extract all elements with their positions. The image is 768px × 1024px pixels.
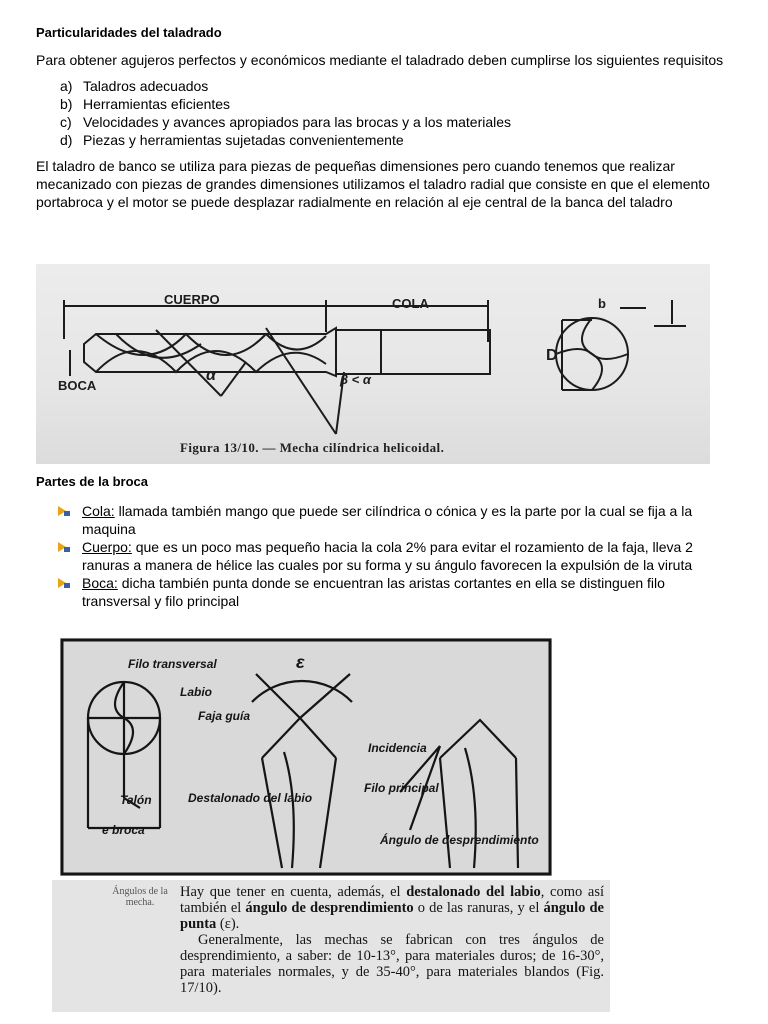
list-item bbox=[60, 131, 728, 149]
requirements-list bbox=[36, 77, 728, 149]
list-item bbox=[56, 538, 732, 574]
label-angulo-desprendimiento: Ángulo de desprendimiento bbox=[380, 833, 539, 847]
figure1-caption: Figura 13/10. — Mecha cilíndrica helicoidal. bbox=[180, 440, 445, 455]
label-beta: β < α bbox=[340, 372, 371, 387]
term-cuerpo: Cuerpo: bbox=[82, 539, 132, 555]
figure-drill-bit bbox=[36, 264, 710, 464]
scan-text-1: Hay que tener en cuenta, además, el bbox=[180, 884, 407, 900]
bullet-icon bbox=[58, 542, 70, 552]
drill-bit-drawing bbox=[36, 264, 710, 464]
list-marker: a) bbox=[60, 78, 73, 94]
term-boca: Boca: bbox=[82, 575, 118, 591]
label-d: D bbox=[546, 347, 558, 364]
list-item bbox=[60, 95, 728, 113]
definition-cola: llamada también mango que puede ser cilíndrica o cónica y es la parte por la cual se fija a la maquina bbox=[82, 503, 693, 537]
figure-drill-tip bbox=[60, 638, 552, 876]
scan-term-desprendimiento: ángulo de desprendimiento bbox=[245, 900, 414, 916]
drill-tip-drawing bbox=[60, 638, 552, 876]
scan-term-destalonado: destalonado del labio bbox=[406, 884, 541, 900]
list-item-text: Piezas y herramientas sujetadas convenientemente bbox=[83, 132, 404, 148]
bullet-icon bbox=[58, 506, 70, 516]
intro-paragraph: Para obtener agujeros perfectos y económicos mediante el taladrado deben cumplirse los siguientes requisitos bbox=[36, 52, 724, 68]
label-boca: BOCA bbox=[58, 378, 97, 393]
list-item-text: Herramientas eficientes bbox=[83, 96, 231, 112]
scan-text-3: o de las ranuras, y el bbox=[413, 900, 544, 916]
list-marker: b) bbox=[60, 96, 73, 112]
label-destalonado: Destalonado del labio bbox=[188, 791, 313, 805]
label-filo-principal: Filo principal bbox=[364, 781, 439, 795]
list-item bbox=[56, 574, 732, 610]
label-alpha: α bbox=[206, 367, 216, 384]
list-item bbox=[60, 77, 728, 95]
scan-text-4: (ε). bbox=[216, 916, 240, 932]
radial-drill-paragraph: El taladro de banco se utiliza para piezas de pequeñas dimensiones pero cuando tenemos que realizar mecanizado con piezas de grandes dimensiones utilizamos el taladro radial que consiste en que el elemento portabroca y el motor se puede desplazar radialmente en relación al eje central de la banca del taladro bbox=[36, 158, 710, 210]
label-epsilon: ε bbox=[296, 652, 305, 672]
list-item bbox=[60, 113, 728, 131]
text-block-top bbox=[36, 24, 728, 211]
definition-boca: dicha también punta donde se encuentran las aristas cortantes en ella se distinguen filo transversal y filo principal bbox=[82, 575, 665, 609]
scanned-paragraph bbox=[180, 884, 604, 996]
side-note: Ángulos de la mecha. bbox=[112, 886, 168, 908]
list-item bbox=[56, 502, 732, 538]
list-marker: d) bbox=[60, 132, 73, 148]
list-item-text: Taladros adecuados bbox=[83, 78, 209, 94]
label-cuerpo: CUERPO bbox=[164, 292, 220, 307]
label-faja-guia: Faja guía bbox=[198, 709, 251, 723]
label-b: b bbox=[598, 296, 606, 311]
label-talon: Talón bbox=[120, 793, 152, 807]
label-e-broca: e broca bbox=[102, 823, 145, 837]
term-cola: Cola: bbox=[82, 503, 115, 519]
label-labio: Labio bbox=[180, 685, 212, 699]
definition-cuerpo: que es un poco mas pequeño hacia la cola 2% para evitar el rozamiento de la faja, lleva 2 ranuras a manera de hélice las cuales por su forma y su ángulo favorecen la expulsión de la viruta bbox=[82, 539, 693, 573]
bullet-icon bbox=[58, 578, 70, 588]
list-marker: c) bbox=[60, 114, 72, 130]
scan-term-punta: ángulo de punta bbox=[180, 900, 604, 932]
figure-scanned-text bbox=[52, 880, 610, 1012]
section-title-partes: Partes de la broca bbox=[36, 474, 148, 489]
label-filo-transversal: Filo transversal bbox=[128, 657, 217, 671]
list-item-text: Velocidades y avances apropiados para las brocas y a los materiales bbox=[83, 114, 512, 130]
scan-text-5: Generalmente, las mechas se fabrican con tres ángulos de desprendimiento, a saber: de 10-13°, para materiales duros; de 16-30°, para materiales normales, y de 35-40°, para materiales blandos (Fig. 17/10). bbox=[180, 932, 604, 996]
label-incidencia: Incidencia bbox=[368, 741, 427, 755]
scan-text-2: , como así también el bbox=[180, 884, 604, 916]
parts-list bbox=[56, 502, 732, 610]
section-title-particularidades: Particularidades del taladrado bbox=[36, 25, 222, 40]
label-cola: COLA bbox=[392, 296, 429, 311]
